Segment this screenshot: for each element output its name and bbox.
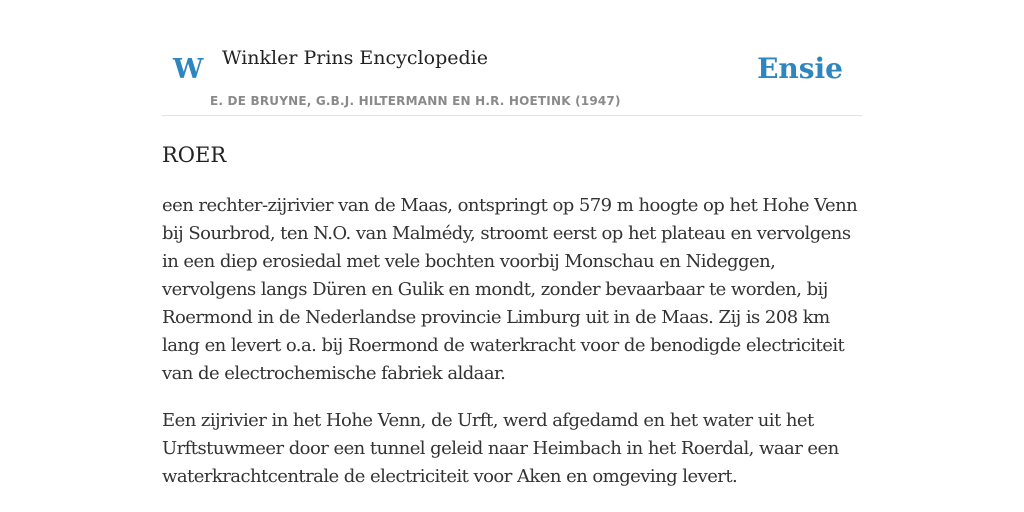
entry-title: ROER [162,143,227,167]
brand-logo[interactable]: Ensie [757,52,843,85]
entry-body [162,192,862,510]
entry-paragraph: Een zijrivier in het Hohe Venn, de Urft, werd afgedamd en het water uit het Urftstuwmeer door een tunnel geleid naar Heimbach in het Roerdal, waar een waterkrachtcentrale de electriciteit voor Aken en omgeving levert. [162,410,839,487]
publication-logo[interactable]: W [173,54,204,85]
publication-authors: E. DE BRUYNE, G.B.J. HILTERMANN EN H.R. HOETINK (1947) [210,94,621,108]
page [162,0,862,512]
site-header [162,0,862,116]
publication-title[interactable]: Winkler Prins Encyclopedie [222,47,488,69]
entry-paragraph: een rechter-zijrivier van de Maas, ontspringt op 579 m hoogte op het Hohe Venn bij Sourbrod, ten N.O. van Malmédy, stroomt eerst op het plateau en vervolgens in een diep erosiedal met vele bochten voorbij Monschau en Nideggen, vervolgens langs Düren en Gulik en mondt, zonder bevaarbaar te worden, bij Roermond in de Nederlandse provincie Limburg uit in de Maas. Zij is 208 km lang en levert o.a. bij Roermond de waterkracht voor de benodigde electriciteit van de electrochemische fabriek aldaar. [162,195,858,384]
